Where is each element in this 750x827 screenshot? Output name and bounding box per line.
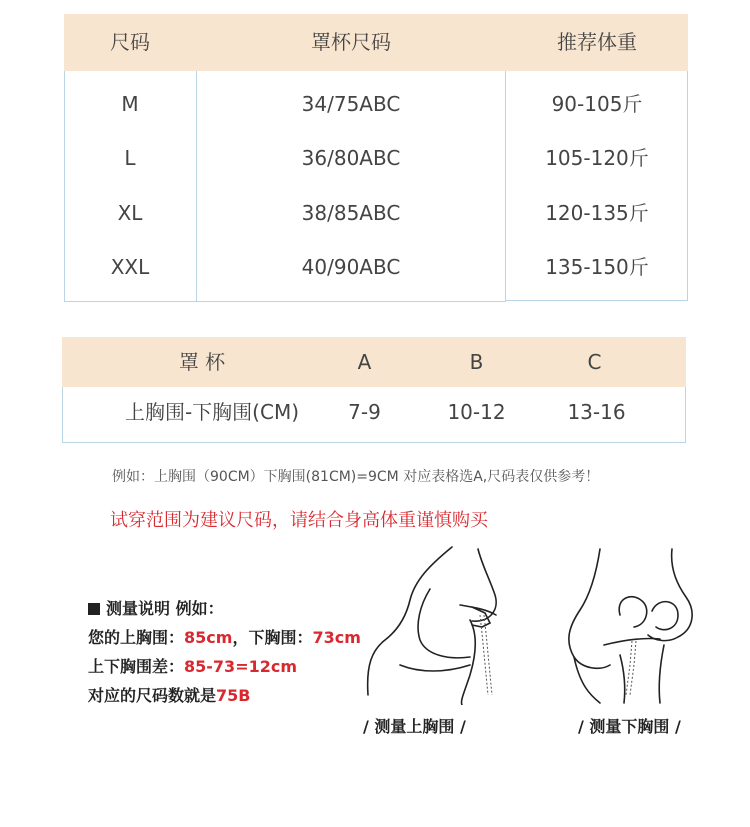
table-cell-size: XL [117,201,143,225]
cup-row-label: 上胸围-下胸围(CM) [124,400,300,424]
notes-line-1: 您的上胸围：85cm，下胸围：73cm [88,628,361,647]
table-border-bottom-right [505,300,688,301]
lower-bust-measure-illustration [560,545,710,705]
table-cell-size: M [121,92,139,116]
caption-upper-bust: / 测量上胸围 / [363,717,466,736]
cup-header-a: A [357,350,372,374]
table-cell-weight: 90-105斤 [551,92,643,116]
cup-border-left [62,387,63,443]
warning-note: 试穿范围为建议尺码，请结合身高体重谨慎购买 [110,510,488,531]
cup-header-label: 罩 杯 [178,350,226,374]
cup-border-right [685,387,686,443]
cup-border-bottom [62,442,686,443]
measurement-notes [88,594,361,710]
table-cell-cup: 38/85ABC [301,201,401,225]
header-cup-size: 罩杯尺码 [311,30,391,54]
cup-table [62,337,686,443]
table-cell-cup: 40/90ABC [301,255,401,279]
table-cell-cup: 34/75ABC [301,92,401,116]
table-cell-size: L [124,146,136,170]
table-cell-weight: 120-135斤 [545,201,649,225]
table-cell-size: XXL [110,255,150,279]
notes-title: 测量说明 例如： [88,594,361,623]
size-table [64,14,688,302]
example-note: 例如：上胸围（90CM）下胸围(81CM)=9CM 对应表格选A,尺码表仅供参考！ [112,469,600,485]
table-cell-weight: 135-150斤 [545,255,649,279]
cup-value-a: 7-9 [348,400,381,424]
notes-line-3: 对应的尺码数就是75B [88,686,251,705]
cup-value-c: 13-16 [567,400,626,424]
table-border-bottom-left [64,301,506,302]
header-weight: 推荐体重 [557,30,637,54]
table-cell-cup: 36/80ABC [301,146,401,170]
upper-bust-measure-illustration [360,545,510,705]
header-size: 尺码 [110,30,150,54]
size-table-body [64,71,688,302]
size-table-header [64,14,688,71]
cup-value-b: 10-12 [447,400,506,424]
caption-lower-bust: / 测量下胸围 / [578,717,681,736]
cup-header-b: B [469,350,484,374]
notes-line-2: 上下胸围差：85-73=12cm [88,657,298,676]
table-cell-weight: 105-120斤 [545,146,649,170]
cup-header-c: C [587,350,602,374]
square-bullet-icon [88,603,100,615]
